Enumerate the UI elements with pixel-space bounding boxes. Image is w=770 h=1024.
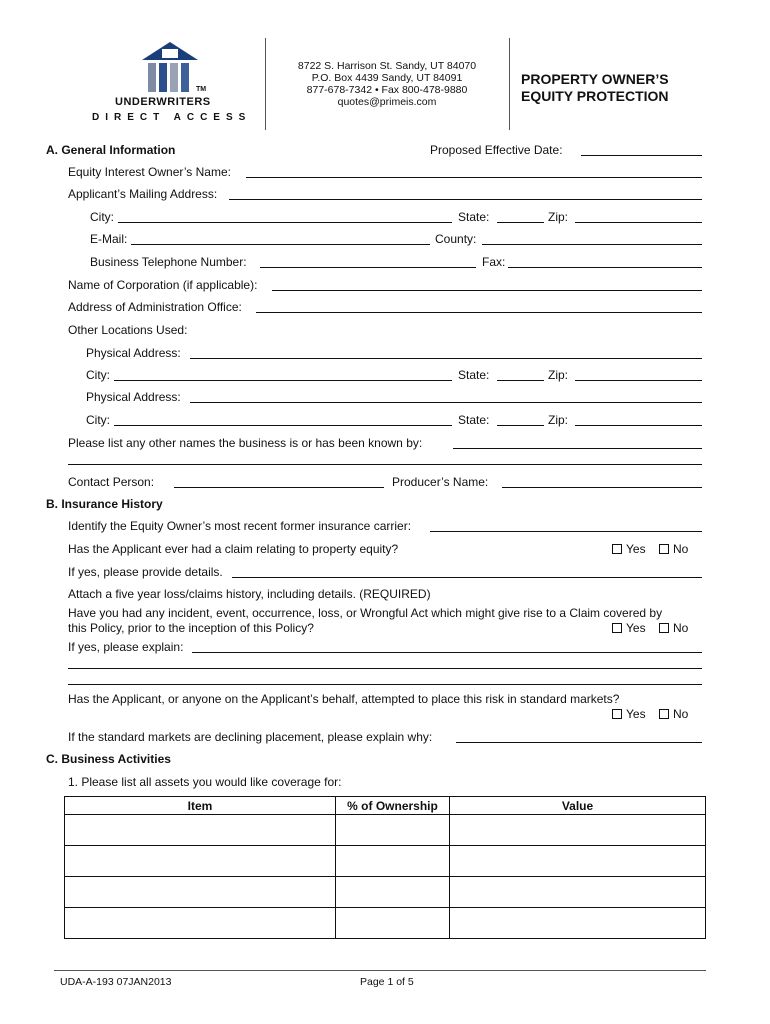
form-title-line-2: EQUITY PROTECTION [521, 88, 669, 104]
company-address [276, 60, 498, 108]
standard-markets-question: Has the Applicant, or anyone on the Applicant’s behalf, attempted to place this risk in standard markets? [68, 692, 620, 706]
mailing-address-label: Applicant’s Mailing Address: [68, 187, 218, 201]
claim-no-label: No [673, 542, 689, 556]
claim-question: Has the Applicant ever had a claim relating to property equity? [68, 542, 399, 556]
former-carrier-label: Identify the Equity Owner’s most recent former insurance carrier: [68, 519, 412, 533]
ownership-cell[interactable] [336, 815, 450, 846]
effective-date-field[interactable] [581, 155, 702, 156]
form-title [521, 71, 669, 105]
address-line-1: 8722 S. Harrison St. Sandy, UT 84070 [297, 60, 477, 72]
col-ownership: % of Ownership [336, 797, 450, 815]
value-cell[interactable] [450, 815, 706, 846]
header-divider-right [509, 38, 510, 130]
claim-yes-label: Yes [626, 542, 646, 556]
logo-building-icon [140, 42, 200, 94]
incident-no-option[interactable] [659, 621, 688, 635]
logo-underwriters: UNDERWRITERS [115, 96, 211, 108]
standard-yes-label: Yes [626, 707, 646, 721]
section-c-heading: C. Business Activities [46, 752, 171, 766]
incident-explain-field-3[interactable] [68, 684, 702, 685]
zip-field[interactable] [575, 222, 702, 223]
table-row [65, 908, 706, 939]
email-field[interactable] [131, 244, 430, 245]
producer-name-label: Producer’s Name: [392, 475, 489, 489]
other-names-label: Please list any other names the business is or has been known by: [68, 436, 423, 450]
phone-fax: 877-678-7342 • Fax 800-478-9880 [306, 84, 468, 96]
form-title-line-1: PROPERTY OWNER’S [521, 71, 669, 87]
standard-no-checkbox[interactable] [659, 709, 669, 719]
address-line-2: P.O. Box 4439 Sandy, UT 84091 [311, 72, 463, 84]
incident-explain-field-2[interactable] [68, 668, 702, 669]
other-locations-label: Other Locations Used: [68, 323, 188, 337]
incident-explain-field[interactable] [192, 652, 702, 653]
assets-table [64, 796, 706, 939]
state-3-field[interactable] [497, 425, 544, 426]
incident-question-line-1: Have you had any incident, event, occurrence, loss, or Wrongful Act which might give rise to a Claim covered by [68, 606, 663, 620]
physical-address-1-field[interactable] [190, 358, 702, 359]
value-cell[interactable] [450, 908, 706, 939]
logo-direct-access: DIRECT ACCESS [92, 112, 252, 123]
city-3-field[interactable] [114, 425, 452, 426]
assets-table-header [65, 797, 706, 815]
table-row [65, 877, 706, 908]
table-row [65, 815, 706, 846]
physical-address-1-label: Physical Address: [86, 346, 181, 360]
zip-3-field[interactable] [575, 425, 702, 426]
fax-label: Fax: [482, 255, 506, 269]
county-field[interactable] [482, 244, 702, 245]
state-3-label: State: [458, 413, 490, 427]
ownership-cell[interactable] [336, 877, 450, 908]
declining-field[interactable] [456, 742, 702, 743]
state-field[interactable] [497, 222, 544, 223]
admin-office-label: Address of Administration Office: [68, 300, 242, 314]
incident-yes-label: Yes [626, 621, 646, 635]
item-cell[interactable] [65, 877, 336, 908]
fax-field[interactable] [508, 267, 702, 268]
logo-tm: TM [196, 86, 207, 93]
item-cell[interactable] [65, 846, 336, 877]
former-carrier-field[interactable] [430, 531, 702, 532]
claim-yes-checkbox[interactable] [612, 544, 622, 554]
other-names-field[interactable] [453, 448, 702, 449]
standard-yes-checkbox[interactable] [612, 709, 622, 719]
county-label: County: [435, 232, 477, 246]
city-2-field[interactable] [114, 380, 452, 381]
owner-name-field[interactable] [246, 177, 702, 178]
header-divider-left [265, 38, 266, 130]
city-field[interactable] [118, 222, 452, 223]
mailing-address-field[interactable] [229, 199, 702, 200]
city-label: City: [90, 210, 114, 224]
state-2-label: State: [458, 368, 490, 382]
company-email: quotes@primeis.com [337, 96, 437, 108]
corporation-name-label: Name of Corporation (if applicable): [68, 278, 258, 292]
admin-office-field[interactable] [256, 312, 702, 313]
claim-details-field[interactable] [232, 577, 702, 578]
footer-rule [54, 970, 706, 971]
standard-no-label: No [673, 707, 689, 721]
value-cell[interactable] [450, 877, 706, 908]
incident-explain-label: If yes, please explain: [68, 640, 184, 654]
contact-person-label: Contact Person: [68, 475, 155, 489]
item-cell[interactable] [65, 815, 336, 846]
zip-2-label: Zip: [548, 368, 569, 382]
ownership-cell[interactable] [336, 846, 450, 877]
incident-no-checkbox[interactable] [659, 623, 669, 633]
claim-no-option[interactable] [659, 542, 688, 556]
zip-3-label: Zip: [548, 413, 569, 427]
state-2-field[interactable] [497, 380, 544, 381]
producer-name-field[interactable] [502, 487, 702, 488]
ownership-cell[interactable] [336, 908, 450, 939]
section-a-heading: A. General Information [46, 143, 176, 157]
email-label: E-Mail: [90, 232, 128, 246]
claim-no-checkbox[interactable] [659, 544, 669, 554]
city-3-label: City: [86, 413, 110, 427]
item-cell[interactable] [65, 908, 336, 939]
business-phone-field[interactable] [260, 267, 476, 268]
section-b-heading: B. Insurance History [46, 497, 163, 511]
standard-yes-option[interactable] [612, 707, 646, 721]
physical-address-2-field[interactable] [190, 402, 702, 403]
incident-yes-option[interactable] [612, 621, 646, 635]
owner-name-label: Equity Interest Owner’s Name: [68, 165, 231, 179]
standard-no-option[interactable] [659, 707, 688, 721]
page-number: Page 1 of 5 [360, 976, 414, 988]
value-cell[interactable] [450, 846, 706, 877]
business-phone-label: Business Telephone Number: [90, 255, 247, 269]
effective-date-label: Proposed Effective Date: [430, 143, 563, 157]
contact-person-field[interactable] [174, 487, 384, 488]
declining-label: If the standard markets are declining placement, please explain why: [68, 730, 433, 744]
state-label: State: [458, 210, 490, 224]
assets-question: 1. Please list all assets you would like coverage for: [68, 775, 342, 789]
form-id: UDA-A-193 07JAN2013 [60, 976, 172, 988]
physical-address-2-label: Physical Address: [86, 390, 181, 404]
col-item: Item [65, 797, 336, 815]
city-2-label: City: [86, 368, 110, 382]
zip-label: Zip: [548, 210, 569, 224]
corporation-name-field[interactable] [272, 290, 702, 291]
attach-history-text: Attach a five year loss/claims history, including details. (REQUIRED) [68, 587, 431, 601]
other-names-field-2[interactable] [68, 464, 702, 465]
claim-details-label: If yes, please provide details. [68, 565, 223, 579]
incident-no-label: No [673, 621, 689, 635]
zip-2-field[interactable] [575, 380, 702, 381]
claim-yes-option[interactable] [612, 542, 646, 556]
table-row [65, 846, 706, 877]
col-value: Value [450, 797, 706, 815]
incident-question-line-2: this Policy, prior to the inception of this Policy? [68, 621, 314, 635]
incident-yes-checkbox[interactable] [612, 623, 622, 633]
